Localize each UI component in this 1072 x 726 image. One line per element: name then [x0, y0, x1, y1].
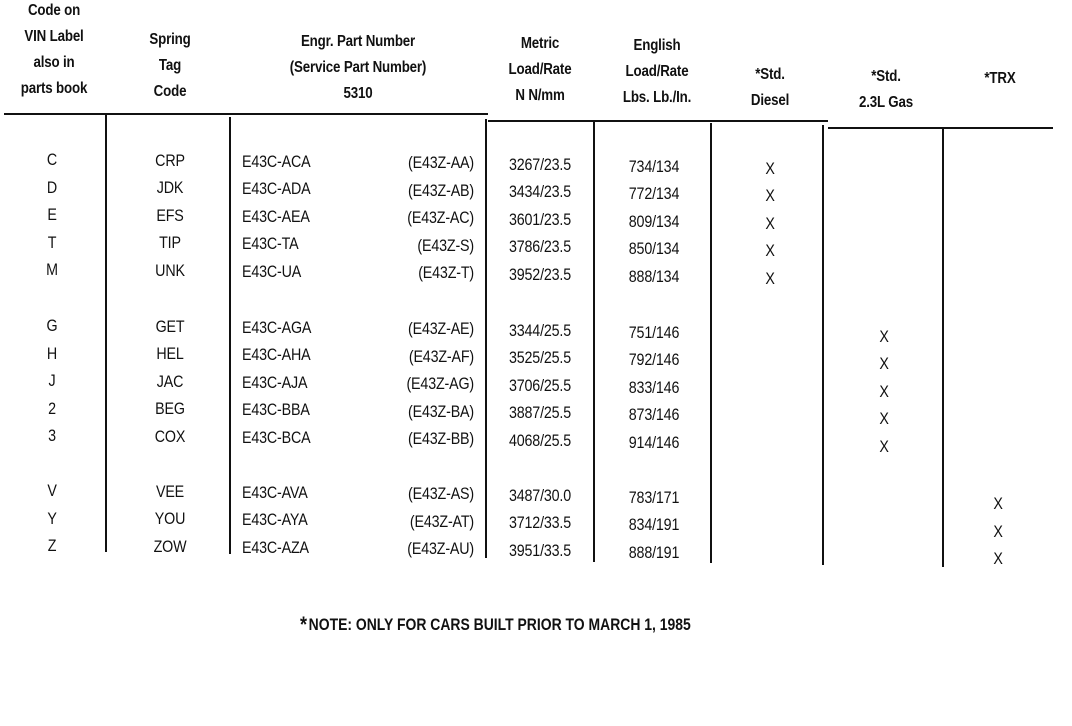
header-metric-line-1: Metric	[520, 35, 560, 52]
cell-english: 834/191	[628, 515, 680, 535]
cell-english: 850/134	[628, 239, 680, 259]
cell-engr: E43C-AGA	[242, 317, 312, 337]
header-part-line-1: Engr. Part Number	[300, 33, 416, 50]
cell-metric: 3887/25.5	[508, 403, 572, 423]
cell-vin: 3	[48, 426, 56, 445]
cell-gas: X	[879, 354, 889, 374]
header-std-diesel	[727, 62, 813, 114]
cell-tag: HEL	[156, 344, 184, 364]
cell-diesel: X	[765, 268, 775, 288]
cell-service: (E43Z-BA)	[408, 401, 474, 421]
header-part-line-2: (Service Part Number)	[289, 59, 427, 76]
column-divider-4	[593, 121, 595, 562]
cell-vin: V	[47, 481, 57, 500]
header-vin-line-3: also in	[33, 54, 75, 71]
cell-english: 792/146	[628, 350, 680, 370]
cell-tag: ZOW	[153, 536, 187, 556]
cell-service: (E43Z-T)	[418, 263, 474, 283]
cell-service: (E43Z-AC)	[407, 208, 474, 228]
column-divider-7	[942, 127, 944, 567]
cell-metric: 3706/25.5	[508, 375, 572, 395]
header-gas-line-2: 2.3L Gas	[859, 94, 913, 111]
cell-metric: 3786/23.5	[508, 237, 572, 257]
cell-service: (E43Z-BB)	[408, 429, 474, 449]
header-gas-line-1: *Std.	[871, 68, 901, 85]
cell-service: (E43Z-AG)	[406, 374, 474, 394]
header-vin-line-4: parts book	[20, 80, 88, 97]
cell-english: 772/134	[628, 184, 680, 204]
cell-engr: E43C-BCA	[242, 427, 311, 447]
header-english	[606, 33, 707, 111]
header-english-line-3: Lbs. Lb./In.	[622, 89, 692, 106]
cell-vin: J	[48, 371, 56, 390]
cell-tag: CRP	[155, 150, 185, 170]
cell-engr: E43C-AHA	[242, 345, 311, 365]
cell-service: (E43Z-AF)	[408, 346, 474, 366]
column-divider-6	[822, 125, 824, 565]
cell-trx: X	[993, 521, 1003, 541]
footnote-asterisk: *	[300, 612, 308, 637]
column-divider-5	[710, 123, 712, 563]
cell-gas: X	[879, 436, 889, 456]
header-spring-tag	[127, 27, 213, 105]
header-part-number	[263, 29, 452, 107]
cell-tag: JDK	[156, 178, 184, 198]
cell-engr: E43C-BBA	[242, 400, 310, 420]
cell-gas: X	[879, 326, 889, 346]
cell-trx: X	[993, 549, 1003, 569]
header-vin-line-2: VIN Label	[24, 28, 84, 45]
header-vin-line-1: Code on	[27, 2, 81, 19]
cell-tag: UNK	[155, 260, 185, 280]
cell-diesel: X	[765, 241, 775, 261]
header-trx-line-1: *TRX	[984, 70, 1016, 87]
cell-english: 888/134	[628, 266, 680, 286]
cell-service: (E43Z-S)	[417, 235, 474, 255]
header-part-line-3: 5310	[343, 85, 373, 102]
cell-service: (E43Z-AT)	[409, 511, 474, 531]
header-divider-mid	[488, 120, 828, 122]
header-vin-code	[11, 0, 97, 102]
cell-tag: GET	[155, 316, 185, 336]
cell-engr: E43C-AZA	[242, 537, 309, 557]
header-english-line-1: English	[633, 37, 681, 54]
cell-engr: E43C-AJA	[242, 372, 308, 392]
header-trx	[957, 66, 1043, 92]
cell-engr: E43C-UA	[242, 261, 302, 281]
cell-tag: BEG	[155, 399, 185, 419]
cell-vin: G	[46, 316, 58, 335]
cell-english: 751/146	[628, 322, 680, 342]
cell-tag: JAC	[156, 371, 184, 391]
cell-vin: Y	[47, 508, 57, 528]
header-diesel-line-1: *Std.	[755, 66, 785, 83]
cell-metric: 3434/23.5	[508, 182, 572, 202]
cell-tag: TIP	[159, 233, 181, 253]
cell-tag: COX	[154, 426, 186, 446]
cell-service: (E43Z-AS)	[408, 484, 474, 504]
header-tag-line-3: Code	[153, 83, 187, 100]
cell-vin: D	[46, 177, 58, 197]
cell-metric: 3487/30.0	[508, 485, 572, 505]
cell-english: 783/171	[628, 487, 680, 507]
cell-vin: C	[46, 150, 58, 169]
header-metric-line-3: N N/mm	[515, 87, 565, 104]
header-metric	[497, 31, 583, 109]
cell-tag: EFS	[156, 205, 184, 225]
cell-metric: 3267/23.5	[508, 154, 572, 174]
cell-metric: 3951/33.5	[508, 540, 572, 560]
header-std-gas	[843, 64, 929, 116]
column-divider-1	[105, 115, 107, 552]
cell-engr: E43C-ACA	[242, 151, 311, 171]
cell-service: (E43Z-AA)	[408, 153, 474, 173]
cell-metric: 4068/25.5	[508, 430, 572, 450]
cell-diesel: X	[765, 213, 775, 233]
cell-vin: M	[46, 260, 58, 279]
cell-english: 873/146	[628, 405, 680, 425]
cell-vin: E	[47, 205, 57, 224]
cell-diesel: X	[765, 186, 775, 206]
cell-gas: X	[879, 381, 889, 401]
header-diesel-line-2: Diesel	[750, 92, 790, 109]
cell-vin: T	[47, 232, 57, 252]
cell-trx: X	[993, 494, 1003, 514]
cell-english: 914/146	[628, 432, 680, 452]
cell-engr: E43C-AVA	[242, 482, 308, 502]
cell-metric: 3344/25.5	[508, 320, 572, 340]
cell-vin: 2	[48, 398, 56, 418]
cell-engr: E43C-AYA	[242, 510, 308, 530]
header-tag-line-1: Spring	[149, 31, 191, 48]
cell-english: 888/191	[628, 542, 680, 562]
header-divider-right	[828, 127, 1053, 129]
cell-diesel: X	[765, 158, 775, 178]
footnote	[300, 612, 691, 638]
footnote-text: NOTE: ONLY FOR CARS BUILT PRIOR TO MARCH 1, 1985	[308, 615, 691, 634]
cell-service: (E43Z-AU)	[407, 539, 474, 559]
cell-english: 809/134	[628, 211, 680, 231]
cell-service: (E43Z-AB)	[408, 180, 474, 200]
header-tag-line-2: Tag	[158, 57, 182, 74]
cell-metric: 3952/23.5	[508, 264, 572, 284]
cell-english: 833/146	[628, 377, 680, 397]
header-divider-left	[4, 113, 488, 115]
cell-metric: 3712/33.5	[508, 513, 572, 533]
cell-metric: 3601/23.5	[508, 209, 572, 229]
cell-english: 734/134	[628, 156, 680, 176]
column-divider-3	[485, 119, 487, 558]
cell-engr: E43C-AEA	[242, 206, 310, 226]
column-divider-2	[229, 117, 231, 554]
cell-engr: E43C-TA	[242, 234, 299, 254]
cell-vin: Z	[47, 536, 57, 555]
cell-metric: 3525/25.5	[508, 348, 572, 368]
cell-service: (E43Z-AE)	[408, 319, 474, 339]
cell-tag: YOU	[154, 509, 186, 529]
cell-engr: E43C-ADA	[242, 179, 311, 199]
header-english-line-2: Load/Rate	[625, 63, 689, 80]
cell-gas: X	[879, 409, 889, 429]
cell-vin: H	[46, 343, 58, 363]
header-metric-line-2: Load/Rate	[508, 61, 572, 78]
cell-tag: VEE	[155, 481, 185, 501]
